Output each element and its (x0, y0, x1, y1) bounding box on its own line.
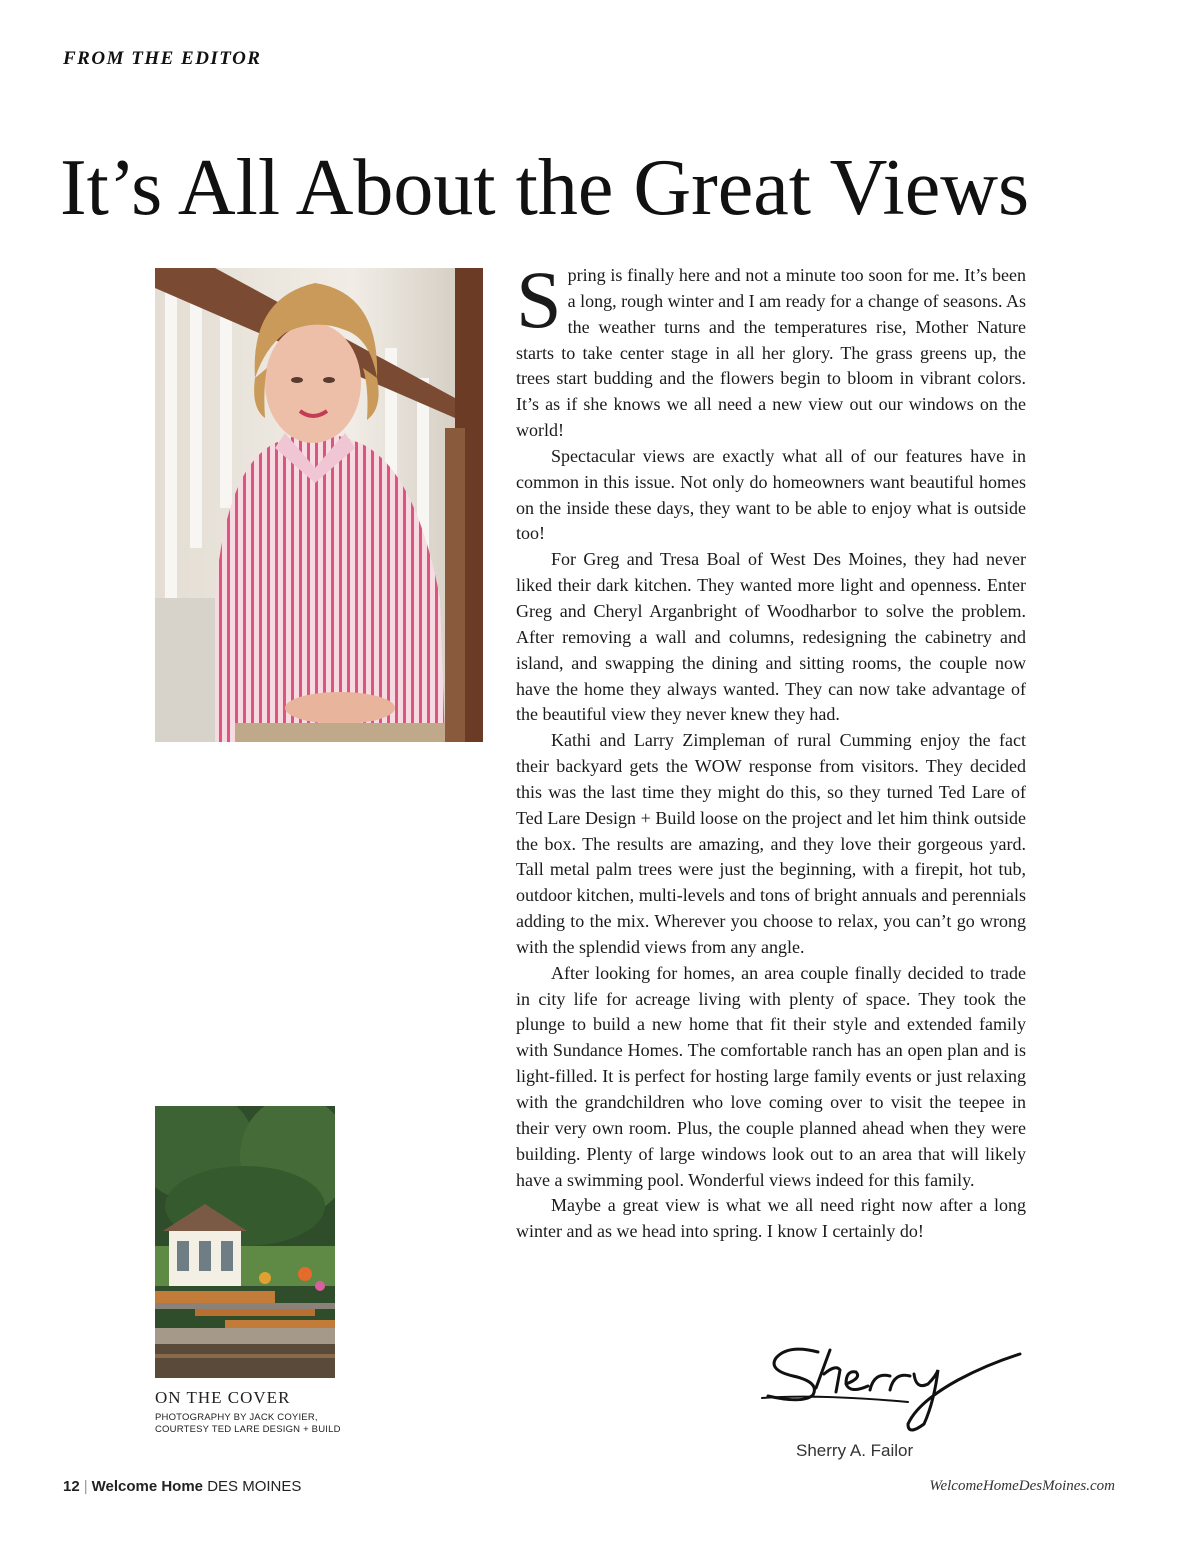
section-kicker: FROM THE EDITOR (63, 48, 262, 69)
editor-portrait-photo (155, 268, 483, 742)
article-paragraph: Spectacular views are exactly what all of our features have in common in this issue. Not only do homeowners want beautiful homes on the inside these days, they want to be able to enjoy what is outside too! (516, 445, 1026, 544)
editor-signature (758, 1340, 1028, 1440)
article-paragraph: After looking for homes, an area couple finally decided to trade in city life for acreage living with plenty of space. They took the plunge to build a new home that fit their style and extended family with Sundance Homes. The comfortable ranch has an open plan and is light-filled. It is perfect for hosting large family events or just relaxing with the grandchildren who love coming over to visit the teepee in their very own room. Plus, the couple planned ahead when they were building. Plenty of large windows look out to an area that will likely have a swimming pool. Wonderful views indeed for this family. (516, 962, 1026, 1190)
page-title: It’s All About the Great Views (60, 144, 1030, 232)
article-paragraph: Spring is finally here and not a minute too soon for me. It’s been a long, rough winter and I am ready for a change of seasons. As the weather turns and the temperatures rise, Mother Nature starts to take center stage in all her glory. The grass greens up, the trees start budding and the flowers begin to bloom in vibrant colors. It’s as if she knows we all need a new view out our windows on the world! (516, 254, 1026, 441)
cover-caption-title: ON THE COVER (155, 1388, 291, 1407)
cover-photo-credit (155, 1412, 341, 1436)
magazine-city: DES MOINES (207, 1478, 302, 1495)
footer-website: WelcomeHomeDesMoines.com (929, 1478, 1115, 1494)
drop-cap: S (516, 254, 562, 345)
editor-name: Sherry A. Failor (796, 1441, 914, 1460)
magazine-brand: Welcome Home (91, 1478, 204, 1495)
cover-credit-line: PHOTOGRAPHY BY JACK COYIER, (155, 1412, 318, 1423)
article-paragraph: Kathi and Larry Zimpleman of rural Cumming enjoy the fact their backyard gets the WOW response from visitors. They decided this was the last time they might do this, so they turned Ted Lare of Ted Lare Design + Build loose on the project and let him think outside the box. The results are amazing, and they love their gorgeous yard. Tall metal palm trees were just the beginning, with a firepit, hot tub, outdoor kitchen, multi-levels and tons of bright annuals and perennials adding to the mix. Wherever you choose to relax, you can’t go wrong with the splendid views from any angle. (516, 730, 1026, 957)
article-paragraph: For Greg and Tresa Boal of West Des Moines, they had never liked their dark kitchen. They wanted more light and openness. Enter Greg and Cheryl Arganbright of Woodharbor to solve the problem. After removing a wall and columns, redesigning the cabinetry and island, and swapping the dining and sitting rooms, the couple now have the home they always wanted. They can now take advantage of the beautiful view they never knew they had. (516, 549, 1026, 725)
cover-photo (155, 1106, 335, 1378)
footer-folio (63, 1478, 301, 1495)
cover-credit-line: COURTESY TED LARE DESIGN + BUILD (155, 1424, 341, 1435)
article-body (516, 254, 1026, 1245)
cover-caption (155, 1388, 341, 1436)
footer-separator: | (83, 1478, 88, 1495)
article-paragraph: Maybe a great view is what we all need right now after a long winter and as we head into spring. I know I certainly do! (516, 1195, 1026, 1242)
page-number: 12 (63, 1478, 80, 1495)
